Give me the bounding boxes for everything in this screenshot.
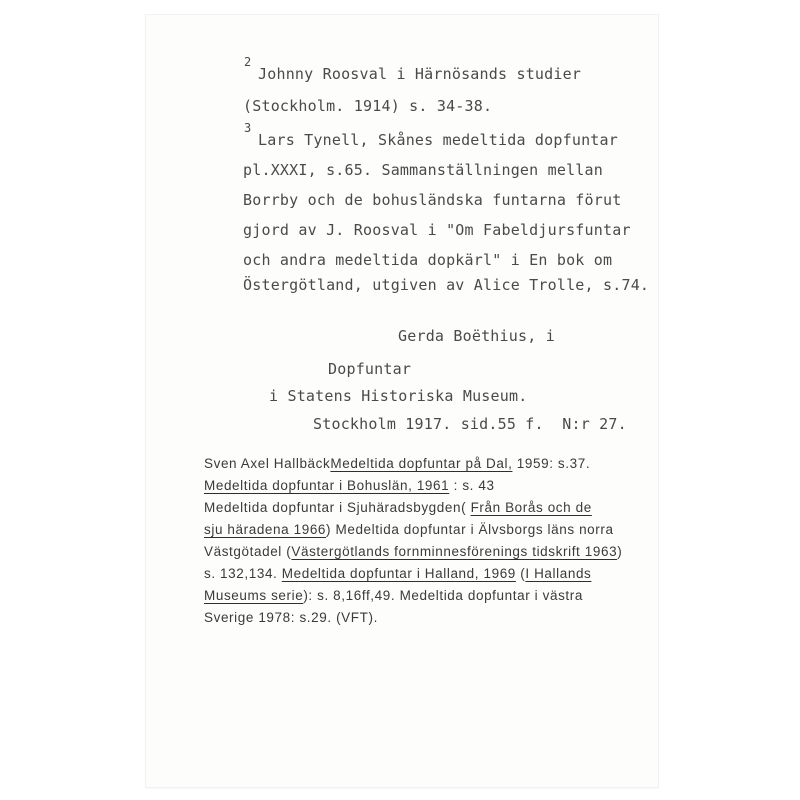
footnote-3-line-6: Östergötland, utgiven av Alice Trolle, s.74. xyxy=(243,276,650,294)
title-alvsborg: ) Medeltida dopfuntar i Älvsborgs läns norra xyxy=(326,522,614,537)
bibliography-line-1 xyxy=(204,456,590,471)
footnote-3-line-2: pl.XXXI, s.65. Sammanställningen mellan xyxy=(243,161,603,179)
bibliography-line-8: Sverige 1978: s.29. (VFT). xyxy=(204,610,378,625)
title-vastgotadel: Västgötadel ( xyxy=(204,544,292,559)
bibliography-line-4 xyxy=(204,522,614,537)
ref-pages: s. 132,134. xyxy=(204,566,282,581)
bibliography-line-7 xyxy=(204,588,583,603)
bibliography-line-6 xyxy=(204,566,591,581)
footnote-3-line-3: Borrby och de bohusländska funtarna förut xyxy=(243,191,622,209)
title-sjuharad: Medeltida dopfuntar i Sjuhäradsbygden( xyxy=(204,500,471,515)
bibliography-line-2 xyxy=(204,478,495,493)
bibliography-line-3 xyxy=(204,500,592,515)
source-title: Dopfuntar xyxy=(328,360,412,378)
series-boras-cont: sju häradena 1966 xyxy=(204,522,327,537)
footnote-marker-2: 2 xyxy=(244,55,252,69)
author-name: Sven Axel Hallbäck xyxy=(204,456,331,471)
index-card xyxy=(146,15,658,787)
series-vastergotland: Västergötlands fornminnesförenings tidskrift 1963 xyxy=(291,544,618,559)
ref-bohuslan: : s. 43 xyxy=(449,478,495,493)
source-place: i Statens Historiska Museum. xyxy=(269,387,528,405)
title-dal: Medeltida dopfuntar på Dal, xyxy=(330,456,513,471)
bibliography-line-5 xyxy=(204,544,622,559)
ref-dal: 1959: s.37. xyxy=(512,456,591,471)
series-boras: Från Borås och de xyxy=(470,500,592,515)
footnote-2-line-1: Johnny Roosval i Härnösands studier xyxy=(258,65,582,83)
title-vastra-sverige: ): s. 8,16ff,49. Medeltida dopfuntar i västra xyxy=(303,588,583,603)
paren-open: ( xyxy=(515,566,526,581)
footnote-3-line-4: gjord av J. Roosval i "Om Fabeldjursfuntar xyxy=(243,221,631,239)
title-halland: Medeltida dopfuntar i Halland, 1969 xyxy=(281,566,516,581)
series-halland-cont: Museums serie xyxy=(204,588,304,603)
title-bohuslan: Medeltida dopfuntar i Bohuslän, 1961 xyxy=(204,478,450,493)
source-author: Gerda Boëthius, i xyxy=(398,327,555,345)
paren-close: ) xyxy=(617,544,623,559)
series-halland: I Hallands xyxy=(525,566,592,581)
footnote-3-line-5: och andra medeltida dopkärl" i En bok om xyxy=(243,251,613,269)
source-details: Stockholm 1917. sid.55 f. N:r 27. xyxy=(313,415,627,433)
footnote-marker-3: 3 xyxy=(244,121,252,135)
footnote-2-line-2: (Stockholm. 1914) s. 34-38. xyxy=(243,97,493,115)
footnote-3-line-1: Lars Tynell, Skånes medeltida dopfuntar xyxy=(258,131,618,149)
